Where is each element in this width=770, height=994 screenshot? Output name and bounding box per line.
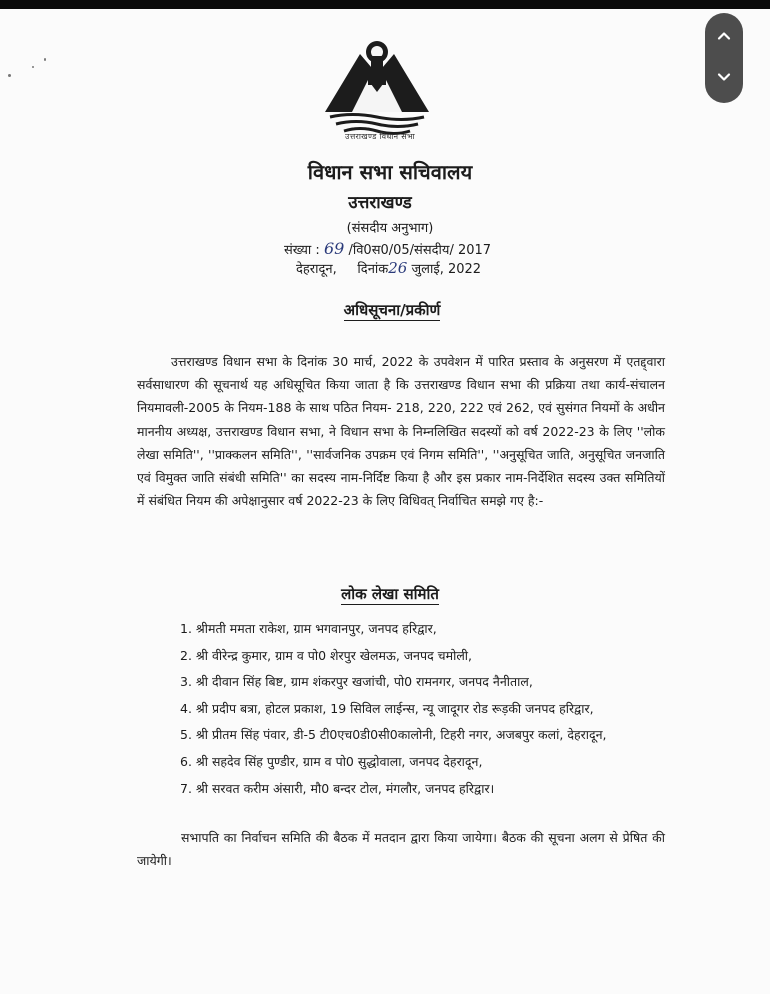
scan-speck <box>8 74 11 77</box>
member-item: 5. श्री प्रीतम सिंह पंवार, डी-5 टी0एच0डी0सी0कालोनी, टिहरी नगर, अजबपुर कलां, देहरादून, <box>180 727 607 743</box>
place-date-line <box>296 259 481 277</box>
top-status-bar <box>0 0 770 9</box>
member-item: 4. श्री प्रदीप बत्रा, होटल प्रकाश, 19 सिविल लाईन्स, न्यू जादूगर रोड रूड़की जनपद हरिद्वार, <box>180 700 594 716</box>
committee-heading <box>300 584 480 604</box>
section-name: (संसदीय अनुभाग) <box>346 221 434 236</box>
date-handwritten: 26 <box>388 259 408 277</box>
scan-speck <box>44 58 46 61</box>
reference-number-rest: /वि0स0/05/संसदीय/ 2017 <box>348 243 492 258</box>
place-name: देहरादून, <box>296 262 337 277</box>
reference-number-label: संख्या : <box>284 243 320 258</box>
document-subtitle: उत्तराखण्ड <box>348 193 412 213</box>
member-item: 7. श्री सरवत करीम अंसारी, मौ0 बन्दर टोल, मंगलौर, जनपद हरिद्वार। <box>180 780 495 796</box>
chevron-up-icon <box>716 28 732 44</box>
member-item: 6. श्री सहदेव सिंह पुण्डीर, ग्राम व पो0 सुद्धोवाला, जनपद देहरादून, <box>180 753 483 769</box>
member-item: 1. श्रीमती ममता राकेश, ग्राम भगवानपुर, जनपद हरिद्वार, <box>180 621 437 636</box>
scan-speck <box>32 66 34 68</box>
committee-heading-text: लोक लेखा समिति <box>341 585 439 603</box>
scroll-down-button[interactable] <box>705 57 743 97</box>
date-rest: जुलाई, 2022 <box>411 262 482 277</box>
member-list <box>180 620 660 806</box>
notice-heading-text: अधिसूचना/प्रकीर्ण <box>343 301 441 319</box>
reference-number <box>284 239 491 258</box>
chevron-down-icon <box>716 69 732 85</box>
member-item: 2. श्री वीरेन्द्र कुमार, ग्राम व पो0 शेरपुर खेलमऊ, जनपद चमोली, <box>180 647 473 663</box>
scroll-up-button[interactable] <box>705 16 743 56</box>
date-label: दिनांक <box>357 262 389 277</box>
notice-heading <box>322 300 462 320</box>
reference-number-handwritten: 69 <box>323 239 345 258</box>
notice-paragraph: उत्तराखण्ड विधान सभा के दिनांक 30 मार्च, 2022 के उपवेशन में पारित प्रस्ताव के अनुसरण में एतद्द्वारा सर्वसाधारण की सूचनार्थ यह अधिसूचित किया जाता है कि उत्तराखण्ड विधान सभा की प्रक्रिया तथा कार्य-संचालन नियमावली-2005 के नियम-188 के साथ पठित नियम- 218, 220, 222 एवं 262, एवं सुसंगत नियमों के अधीन माननीय अध्यक्ष, उत्तराखण्ड विधान सभा, ने विधान सभा के निम्नलिखित सदस्यों को वर्ष 2022-23 के लिए ''लोक लेखा समिति'', ''प्राक्कलन समिति'', ''सार्वजनिक उपक्रम एवं निगम समिति'', ''अनुसूचित जाति, अनुसूचित जनजाति एवं विमुक्त जाति संबंधी समिति'' का सदस्य नाम-निर्दिष्ट किया है और इस प्रकार नाम-निर्देशित सदस्य उक्त समितियों में संबंधित नियम की अपेक्षानुसार वर्ष 2022-23 के लिए विधिवत् निर्वाचित समझे गए है:- <box>137 354 665 509</box>
uttarakhand-assembly-emblem <box>322 34 432 138</box>
closing-paragraph: सभापति का निर्वाचन समिति की बैठक में मतदान द्वारा किया जायेगा। बैठक की सूचना अलग से प्रेषित की जायेगी। <box>137 830 665 868</box>
page-scroll-widget <box>705 13 743 103</box>
member-item: 3. श्री दीवान सिंह बिष्ट, ग्राम शंकरपुर खजांची, पो0 रामनगर, जनपद नैनीताल, <box>180 674 533 690</box>
emblem-caption: उत्तराखण्ड विधान सभा <box>345 132 415 141</box>
document-title: विधान सभा सचिवालय <box>307 160 473 184</box>
